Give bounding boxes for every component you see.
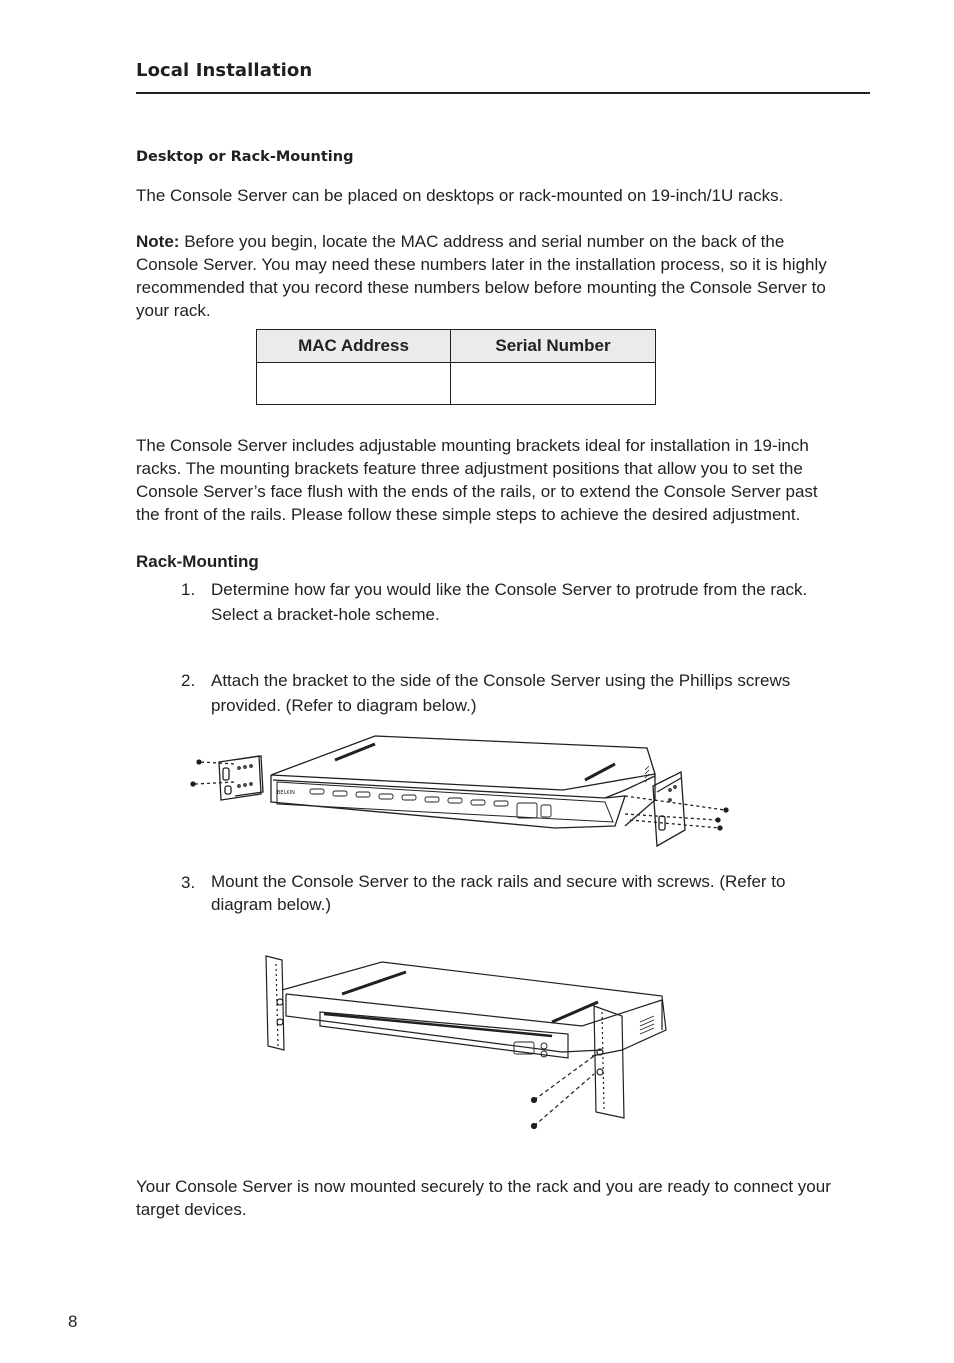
step-number: 2.: [181, 671, 196, 690]
page-section-title: Local Installation: [136, 60, 313, 81]
step-2: [181, 668, 861, 718]
step-number: 3.: [181, 873, 196, 892]
brackets-line-1: The Console Server includes adjustable mounting brackets ideal for installation in 19-inch: [136, 436, 809, 455]
step-3-line-1: Mount the Console Server to the rack rails and secure with screws. (Refer to: [211, 872, 786, 891]
device-brand-label: BELKIN: [277, 790, 295, 796]
step-1-line-2: Select a bracket-hole scheme.: [211, 605, 440, 624]
table-cell-serial: [451, 363, 656, 405]
note-line-3: recommended that you record these numbers below before mounting the Console Server to: [136, 278, 826, 297]
step-2-line-1: Attach the bracket to the side of the Console Server using the Phillips screws: [211, 671, 791, 690]
step-1: [181, 577, 861, 627]
section-heading: Desktop or Rack-Mounting: [136, 149, 354, 165]
step-text: [211, 870, 861, 916]
table-header-row: [257, 330, 656, 363]
step-text: [211, 668, 861, 718]
note-line-2: Console Server. You may need these numbers later in the installation process, so it is highly: [136, 255, 827, 274]
table-header-mac: MAC Address: [257, 330, 451, 363]
table-cell-mac: [257, 363, 451, 405]
note-label: Note:: [136, 232, 180, 251]
closing-line-2: target devices.: [136, 1200, 247, 1219]
rack-mounting-heading: Rack-Mounting: [136, 552, 259, 571]
step-text: [211, 577, 861, 627]
brackets-line-4: the front of the rails. Please follow these simple steps to achieve the desired adjustment.: [136, 505, 801, 524]
mac-serial-table: [256, 329, 656, 405]
page-number: 8: [68, 1312, 78, 1331]
brackets-paragraph: [136, 434, 876, 526]
table-row: [257, 363, 656, 405]
step-number: 1.: [181, 580, 196, 599]
bracket-attachment-diagram: [185, 730, 745, 860]
note-line-1: Note: Before you begin, locate the MAC address and serial number on the back of the: [136, 232, 785, 251]
step-1-line-1: Determine how far you would like the Console Server to protrude from the rack.: [211, 580, 808, 599]
note-paragraph: [136, 230, 876, 322]
rack-mount-diagram: [262, 950, 672, 1135]
header-divider: [136, 92, 870, 94]
step-3: [181, 870, 861, 920]
step-2-line-2: provided. (Refer to diagram below.): [211, 696, 477, 715]
table-header-serial: Serial Number: [451, 330, 656, 363]
closing-line-1: Your Console Server is now mounted securely to the rack and you are ready to connect your: [136, 1177, 831, 1196]
step-3-line-2: diagram below.): [211, 895, 332, 914]
closing-paragraph: [136, 1175, 876, 1221]
brackets-line-3: Console Server’s face flush with the ends of the rails, or to extend the Console Server past: [136, 482, 818, 501]
intro-paragraph: The Console Server can be placed on desktops or rack-mounted on 19-inch/1U racks.: [136, 186, 784, 205]
brackets-line-2: racks. The mounting brackets feature three adjustment positions that allow you to set the: [136, 459, 803, 478]
note-line-4: your rack.: [136, 301, 211, 320]
